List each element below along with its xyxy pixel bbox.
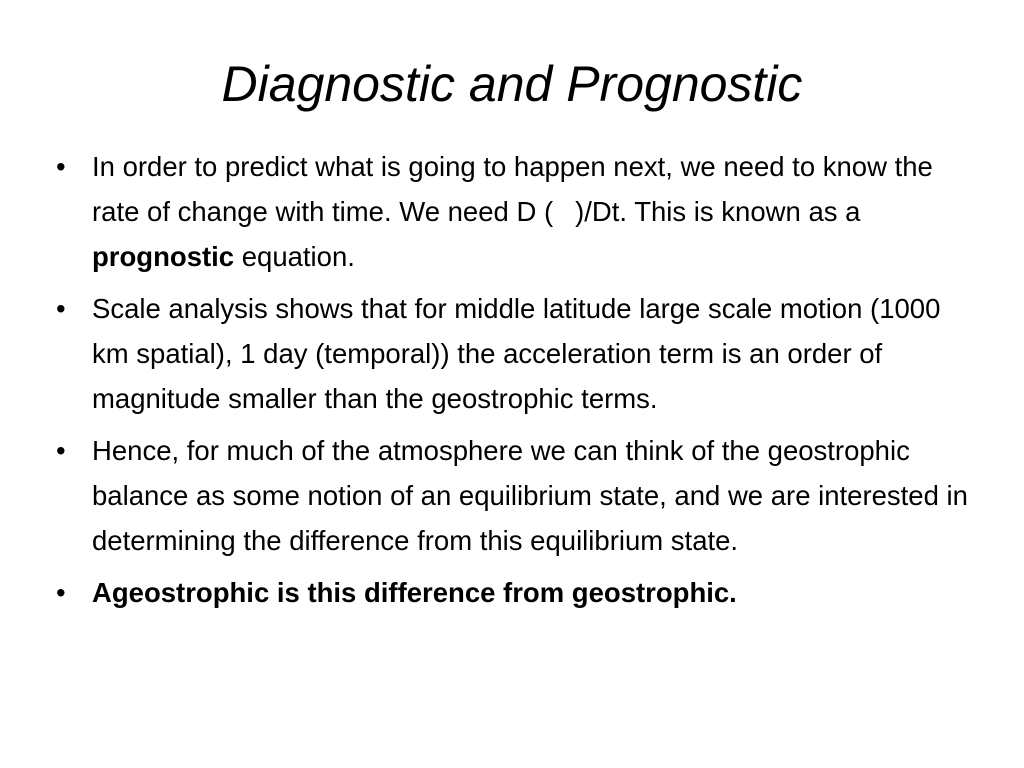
bullet-text: Hence, for much of the atmosphere we can think of the geostrophic balance as some notion of an equilibrium state, and we are interested in determining the difference from this equilibrium state.: [92, 435, 968, 556]
bullet-text: [92, 151, 933, 272]
bullet-marker: •: [56, 577, 66, 608]
bullet-item-equilibrium: [52, 428, 972, 563]
bullet-list: [52, 144, 972, 622]
bullet-text-part: equation.: [234, 241, 355, 272]
bullet-item-scale-analysis: [52, 286, 972, 421]
emphasis-text: prognostic: [92, 241, 235, 272]
bullet-text-bold: Ageostrophic is this difference from geostrophic.: [92, 577, 737, 608]
bullet-text-part: )/Dt.: [575, 196, 628, 227]
bullet-marker: •: [56, 151, 66, 182]
slide-title: Diagnostic and Prognostic: [221, 56, 803, 112]
bullet-item-ageostrophic: [52, 570, 972, 615]
bullet-text-part: In order to predict what is going to happen next, we need to know the rate of change with time. We need D (: [92, 151, 933, 227]
bullet-item-prognostic: [52, 144, 972, 279]
bullet-text: Scale analysis shows that for middle latitude large scale motion (1000 km spatial), 1 day (temporal)) the acceleration term is an order of magnitude smaller than the geostrophic terms.: [92, 293, 941, 414]
bullet-marker: •: [56, 435, 66, 466]
bullet-text-part: This is known as a: [634, 196, 861, 227]
bullet-marker: •: [56, 293, 66, 324]
